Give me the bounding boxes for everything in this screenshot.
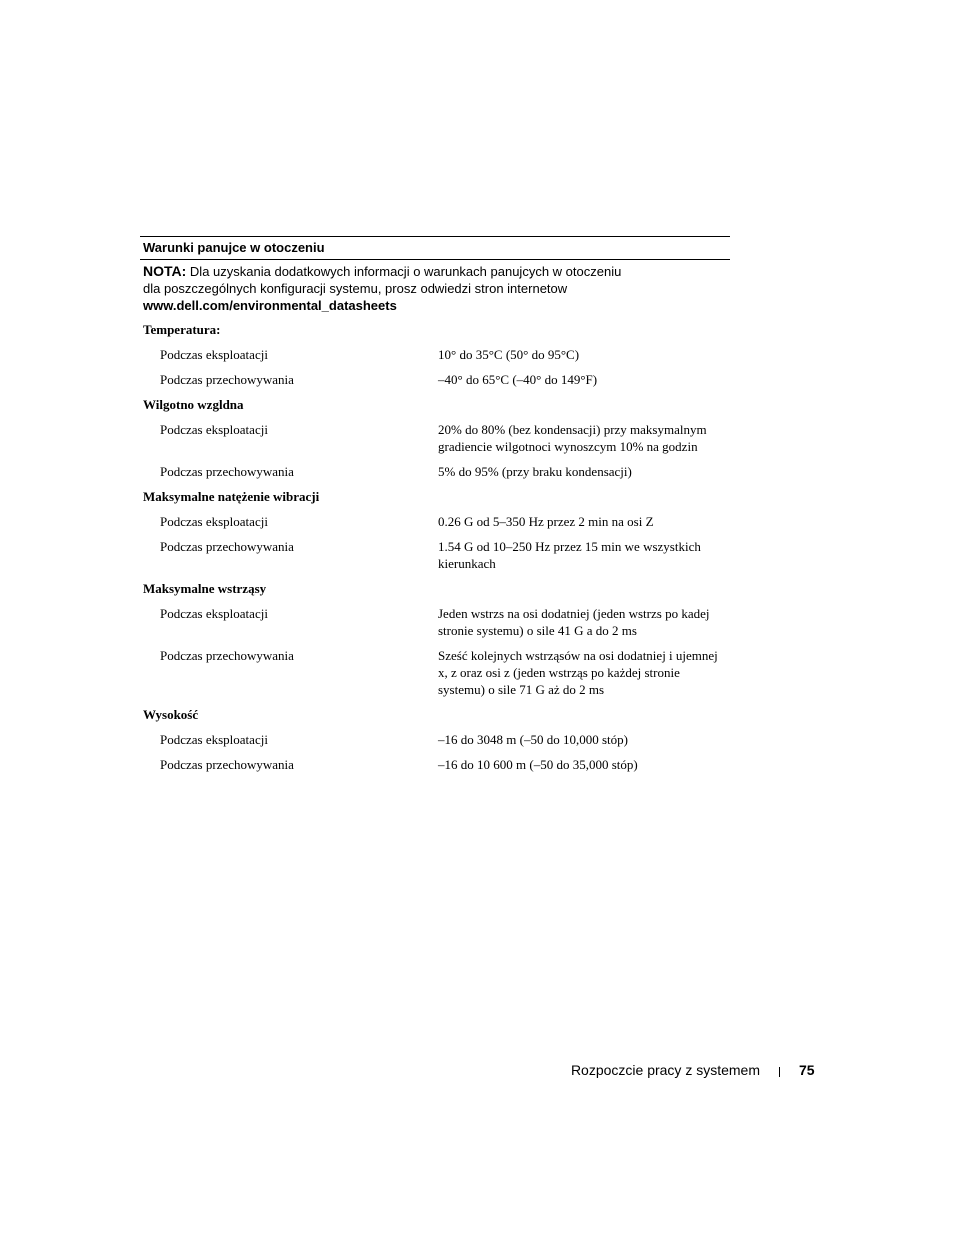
section-humidity [140,396,730,488]
row-label: Podczas przechowywania [160,539,294,554]
note-label: NOTA: [143,263,187,279]
table-row [140,647,730,706]
section-heading: Maksymalne wstrząsy [143,581,267,596]
section-vibration [140,488,730,580]
note-text-1: Dla uzyskania dodatkowych informacji o warunkach panujcych w otoczeniu [189,264,622,279]
footer-divider [779,1067,780,1077]
table-row [140,605,730,647]
row-value: 1.54 G od 10–250 Hz przez 15 min we wszystkich kierunkach [438,539,701,571]
row-label: Podczas przechowywania [160,464,294,479]
row-value: 5% do 95% (przy braku kondensacji) [438,464,632,479]
footer-title: Rozpoczcie pracy z systemem [570,1062,760,1078]
table-row [140,371,730,396]
row-label: Podczas przechowywania [160,648,294,663]
environment-spec-table [140,236,730,781]
row-value: –40° do 65°C (–40° do 149°F) [438,372,598,387]
page-number: 75 [799,1062,815,1078]
section-heading: Wilgotno wzgldna [143,397,244,412]
table-row [140,538,730,580]
table-title: Warunki panujce w otoczeniu [140,236,730,260]
table-row [140,421,730,463]
section-shock [140,580,730,706]
section-heading: Temperatura: [143,322,221,337]
row-label: Podczas przechowywania [160,757,294,772]
page-footer [0,1062,954,1082]
spec-sections [140,321,730,781]
table-row [140,731,730,756]
section-altitude [140,706,730,781]
note-block [140,260,730,314]
note-url: www.dell.com/environmental_datasheets [143,298,397,313]
row-value: 0.26 G od 5–350 Hz przez 2 min na osi Z [438,514,654,529]
row-value: Sześć kolejnych wstrząsów na osi dodatniej i ujemnej x, z oraz osi z (jeden wstrząs po każdej stronie systemu) o sile 71 G aż do 2 ms [438,648,718,697]
row-value: Jeden wstrzs na osi dodatniej (jeden wstrzs po kadej stronie systemu) o sile 41 G a do 2 ms [438,606,710,638]
row-value: –16 do 3048 m (–50 do 10,000 stóp) [438,732,628,747]
row-label: Podczas eksploatacji [160,606,268,621]
section-heading: Wysokość [143,707,199,722]
table-row [140,346,730,371]
row-value: 20% do 80% (bez kondensacji) przy maksymalnym gradiencie wilgotnoci wynoszcym 10% na godzin [438,422,707,454]
row-label: Podczas eksploatacji [160,732,268,747]
row-label: Podczas przechowywania [160,372,294,387]
row-label: Podczas eksploatacji [160,347,268,362]
table-row [140,513,730,538]
section-heading: Maksymalne natężenie wibracji [143,489,320,504]
row-label: Podczas eksploatacji [160,422,268,437]
table-row [140,756,730,781]
row-value: –16 do 10 600 m (–50 do 35,000 stóp) [438,757,638,772]
note-text-2: dla poszczególnych konfiguracji systemu, prosz odwiedzi stron internetow [143,281,568,296]
note-line-1 [143,263,730,280]
row-value: 10° do 35°C (50° do 95°C) [438,347,580,362]
section-temperature [140,321,730,396]
table-row [140,463,730,488]
row-label: Podczas eksploatacji [160,514,268,529]
